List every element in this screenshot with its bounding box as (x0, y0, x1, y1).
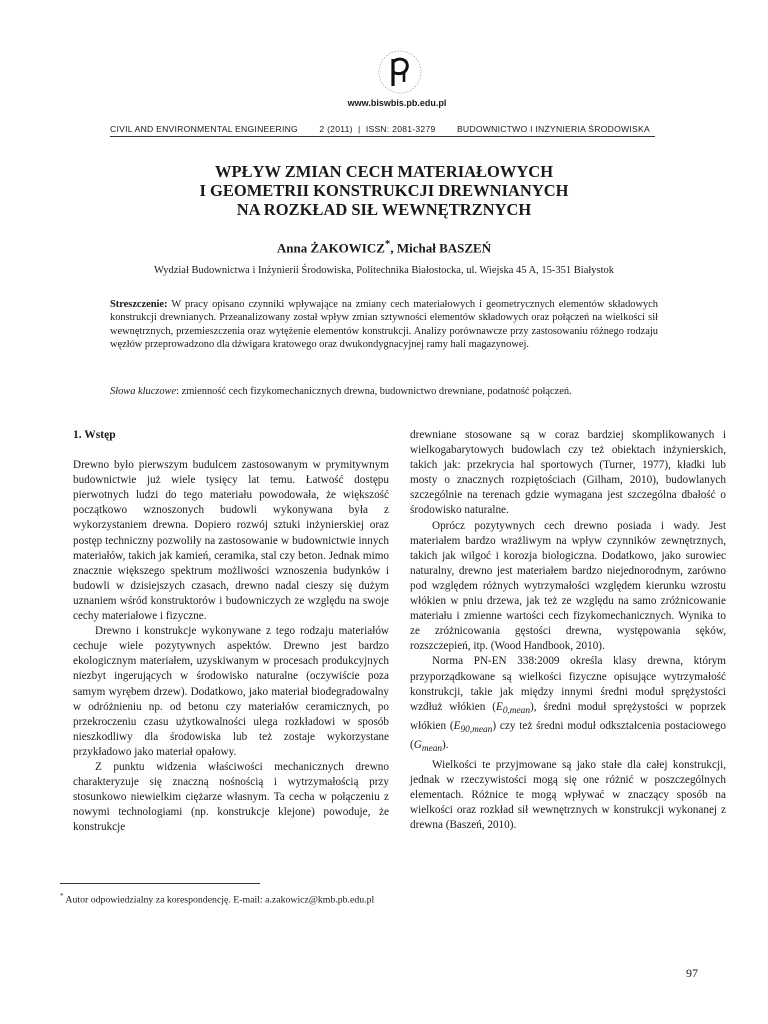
journal-issn: ISSN: 2081-3279 (365, 124, 436, 134)
journal-issue: 2 (2011) (319, 124, 353, 134)
section-heading: 1. Wstęp (73, 429, 116, 441)
author-1: Anna ŻAKOWICZ (276, 240, 385, 256)
keywords-label: Słowa kluczowe (110, 386, 177, 397)
footnote-mark: * (60, 892, 64, 900)
paragraph: Drewno było pierwszym budulcem zastosowanym w prymitywnym budownictwie już wiele tysięcy lat temu. Łatwość dostępu pierwotnych ludzi do tego materiału powodowała, że większość początkowo wznoszonych budowli wykonywana była z wykorzystaniem drewna. Dopiero rozwój sztuki inżynierskiej oraz postęp techniczny pozwoliły na zastosowanie w budownictwie innych materiałów, takich jak kamień, ceramika, stal czy beton. Jednak mimo znacznie większego spektrum możliwości wznoszenia budynków i budowli w dzisiejszych czasach, drewno nadal cieszy się dużym uznaniem wśród konstruktorów i budowniczych ze względu na swoje cechy materiałowe i fizyczne. (73, 459, 389, 623)
paragraph-text: ). (442, 739, 449, 752)
journal-logo-icon (376, 48, 424, 96)
paragraph-text: Norma PN-EN 338:2009 określa klasy drewna, którym przyporządkowane są wielkości fizyczne opisujące wytrzymałość konstrukcji, takie jak między innymi średni moduł sprężystości wzdłuż włókien ( (410, 655, 726, 713)
abstract-label: Streszczenie: (110, 299, 168, 310)
column-left (73, 428, 389, 835)
paragraph: Wielkości te przyjmowane są jako stałe dla całej konstrukcji, jednak w rzeczywistości mogą się one różnić w poszczególnych elementach. Różnice te mogą wpływać w znaczący sposób na wielkości oraz rozkład sił wewnętrznych w konstrukcji wykonanej z drewna (Baszeń, 2010). (410, 758, 726, 832)
keywords (110, 386, 658, 397)
footnote-divider (60, 883, 260, 884)
footnote-text: Autor odpowiedzialny za korespondencję. E-mail: a.zakowicz@kmb.pb.edu.pl (63, 894, 375, 906)
paper-title (100, 162, 668, 219)
title-line: WPŁYW ZMIAN CECH MATERIAŁOWYCH (214, 162, 554, 181)
journal-header-bar (110, 124, 650, 134)
header-divider (110, 136, 655, 137)
paragraph-text: ) czy też średni moduł odkształcenia postaciowego ( (410, 720, 726, 752)
paragraph: Drewno i konstrukcje wykonywane z tego rodzaju materiałów cechuje wiele pozytywnych aspektów. Drewno jest bardzo ekologicznym materiałem, uzyskiwanym w procesach produkcyjnych niezbyt ingerujących w środowisko naturalne (oczywiście poza samym wyrębem drzew). Dodatkowo, jako materiał biodegradowalny w odróżnieniu np. od betonu czy materiałów ceramicznych, po przekroczeniu czasu użytkowalności ulega rozkładowi w sposób nieszkodliwy dla środowiska lub też zostaje wykorzystane przykładowo jako materiał opałowy. (73, 625, 389, 758)
keywords-text: : zmienność cech fizykomechanicznych drewna, budownictwo drewniane, podatność połączeń. (176, 386, 572, 397)
abstract-text: W pracy opisano czynniki wpływające na zmiany cech materiałowych i geometrycznych elementów składowych konstrukcji drewnianych. Przeanalizowany został wpływ zmian sztywności elementów składowych oraz połączeń na wielkości sił wewnętrznych, przemieszczenia oraz wytężenie elementów konstrukcji. Analizy porównawcze przy zastosowaniu różnego rodzaju węzłów przeprowadzono dla dźwigara kratowego oraz dwukondygnacyjnej ramy hali magazynowej. (110, 299, 658, 351)
title-line: I GEOMETRII KONSTRUKCJI DREWNIANYCH (199, 181, 569, 200)
journal-name-pl: BUDOWNICTWO I INŻYNIERIA ŚRODOWISKA (456, 124, 650, 134)
abstract (110, 298, 658, 352)
journal-issue-info: 2 (2011) | ISSN: 2081-3279 (319, 124, 436, 134)
page-number: 97 (686, 966, 698, 980)
authors (100, 238, 668, 256)
column-right (410, 428, 726, 833)
affiliation: Wydział Budownictwa i Inżynierii Środowiska, Politechnika Białostocka, ul. Wiejska 45 A, 15-351 Białystok (153, 265, 615, 276)
symbol-e90: $E_{90,mean}$ (453, 720, 493, 736)
paragraph-text: ), średni moduł sprężystości w poprzek włókien ( (410, 700, 726, 733)
symbol-e0: $E_{0,mean}$ (495, 700, 531, 716)
title-line: NA ROZKŁAD SIŁ WEWNĘTRZNYCH (236, 200, 532, 219)
symbol-g: $G_{mean}$ (413, 739, 443, 755)
corresponding-author-mark: * (384, 238, 391, 250)
paragraph: Z punktu widzenia właściwości mechanicznych drewno charakteryzuje się znaczną nośnością i wytrzymałością przy stosunkowo niewielkim ciężarze własnym. Ta cecha w połączeniu z nowymi technologiami (np. konstrukcje klejone) powoduje, że konstrukcje (73, 760, 389, 834)
paragraph: drewniane stosowane są w coraz bardziej skomplikowanych i wielkogabarytowych budowlach czy też obiektach inżynierskich, takich jak: przekrycia hal sportowych (Turner, 1977), kładki lub mosty o znacznych rozpiętościach (Gilham, 2010), budowlanych szczególnie na terenach gdzie wymagana jest szczególna dbałość o środowisko naturalne. (410, 429, 726, 517)
journal-name-en: CIVIL AND ENVIRONMENTAL ENGINEERING (110, 124, 298, 134)
paragraph: Oprócz pozytywnych cech drewno posiada i wady. Jest materiałem bardzo wrażliwym na wpływ czynników zewnętrznych, takich jak wilgoć i korozja biologiczna. Dodatkowo, jako surowiec naturalny, drewno jest materiałem bardzo niejednorodnym, zarówno pod względem różnych wytrzymałości względem kierunku wzrostu włókien w pniu drzewa, jak też ze względu na samo zróżnicowanie materiału i zmienne wartości cech fizykomechanicznych. Wynika to ze zróżnicowania gęstości drewna, występowania sęków, rozszczepień, itp. (Wood Handbook, 2010). (410, 519, 726, 653)
author-2: , Michał BASZEŃ (390, 240, 492, 256)
journal-website: www.biswbis.pb.edu.pl (347, 98, 447, 108)
paragraph (410, 654, 726, 757)
footnote (60, 892, 374, 905)
